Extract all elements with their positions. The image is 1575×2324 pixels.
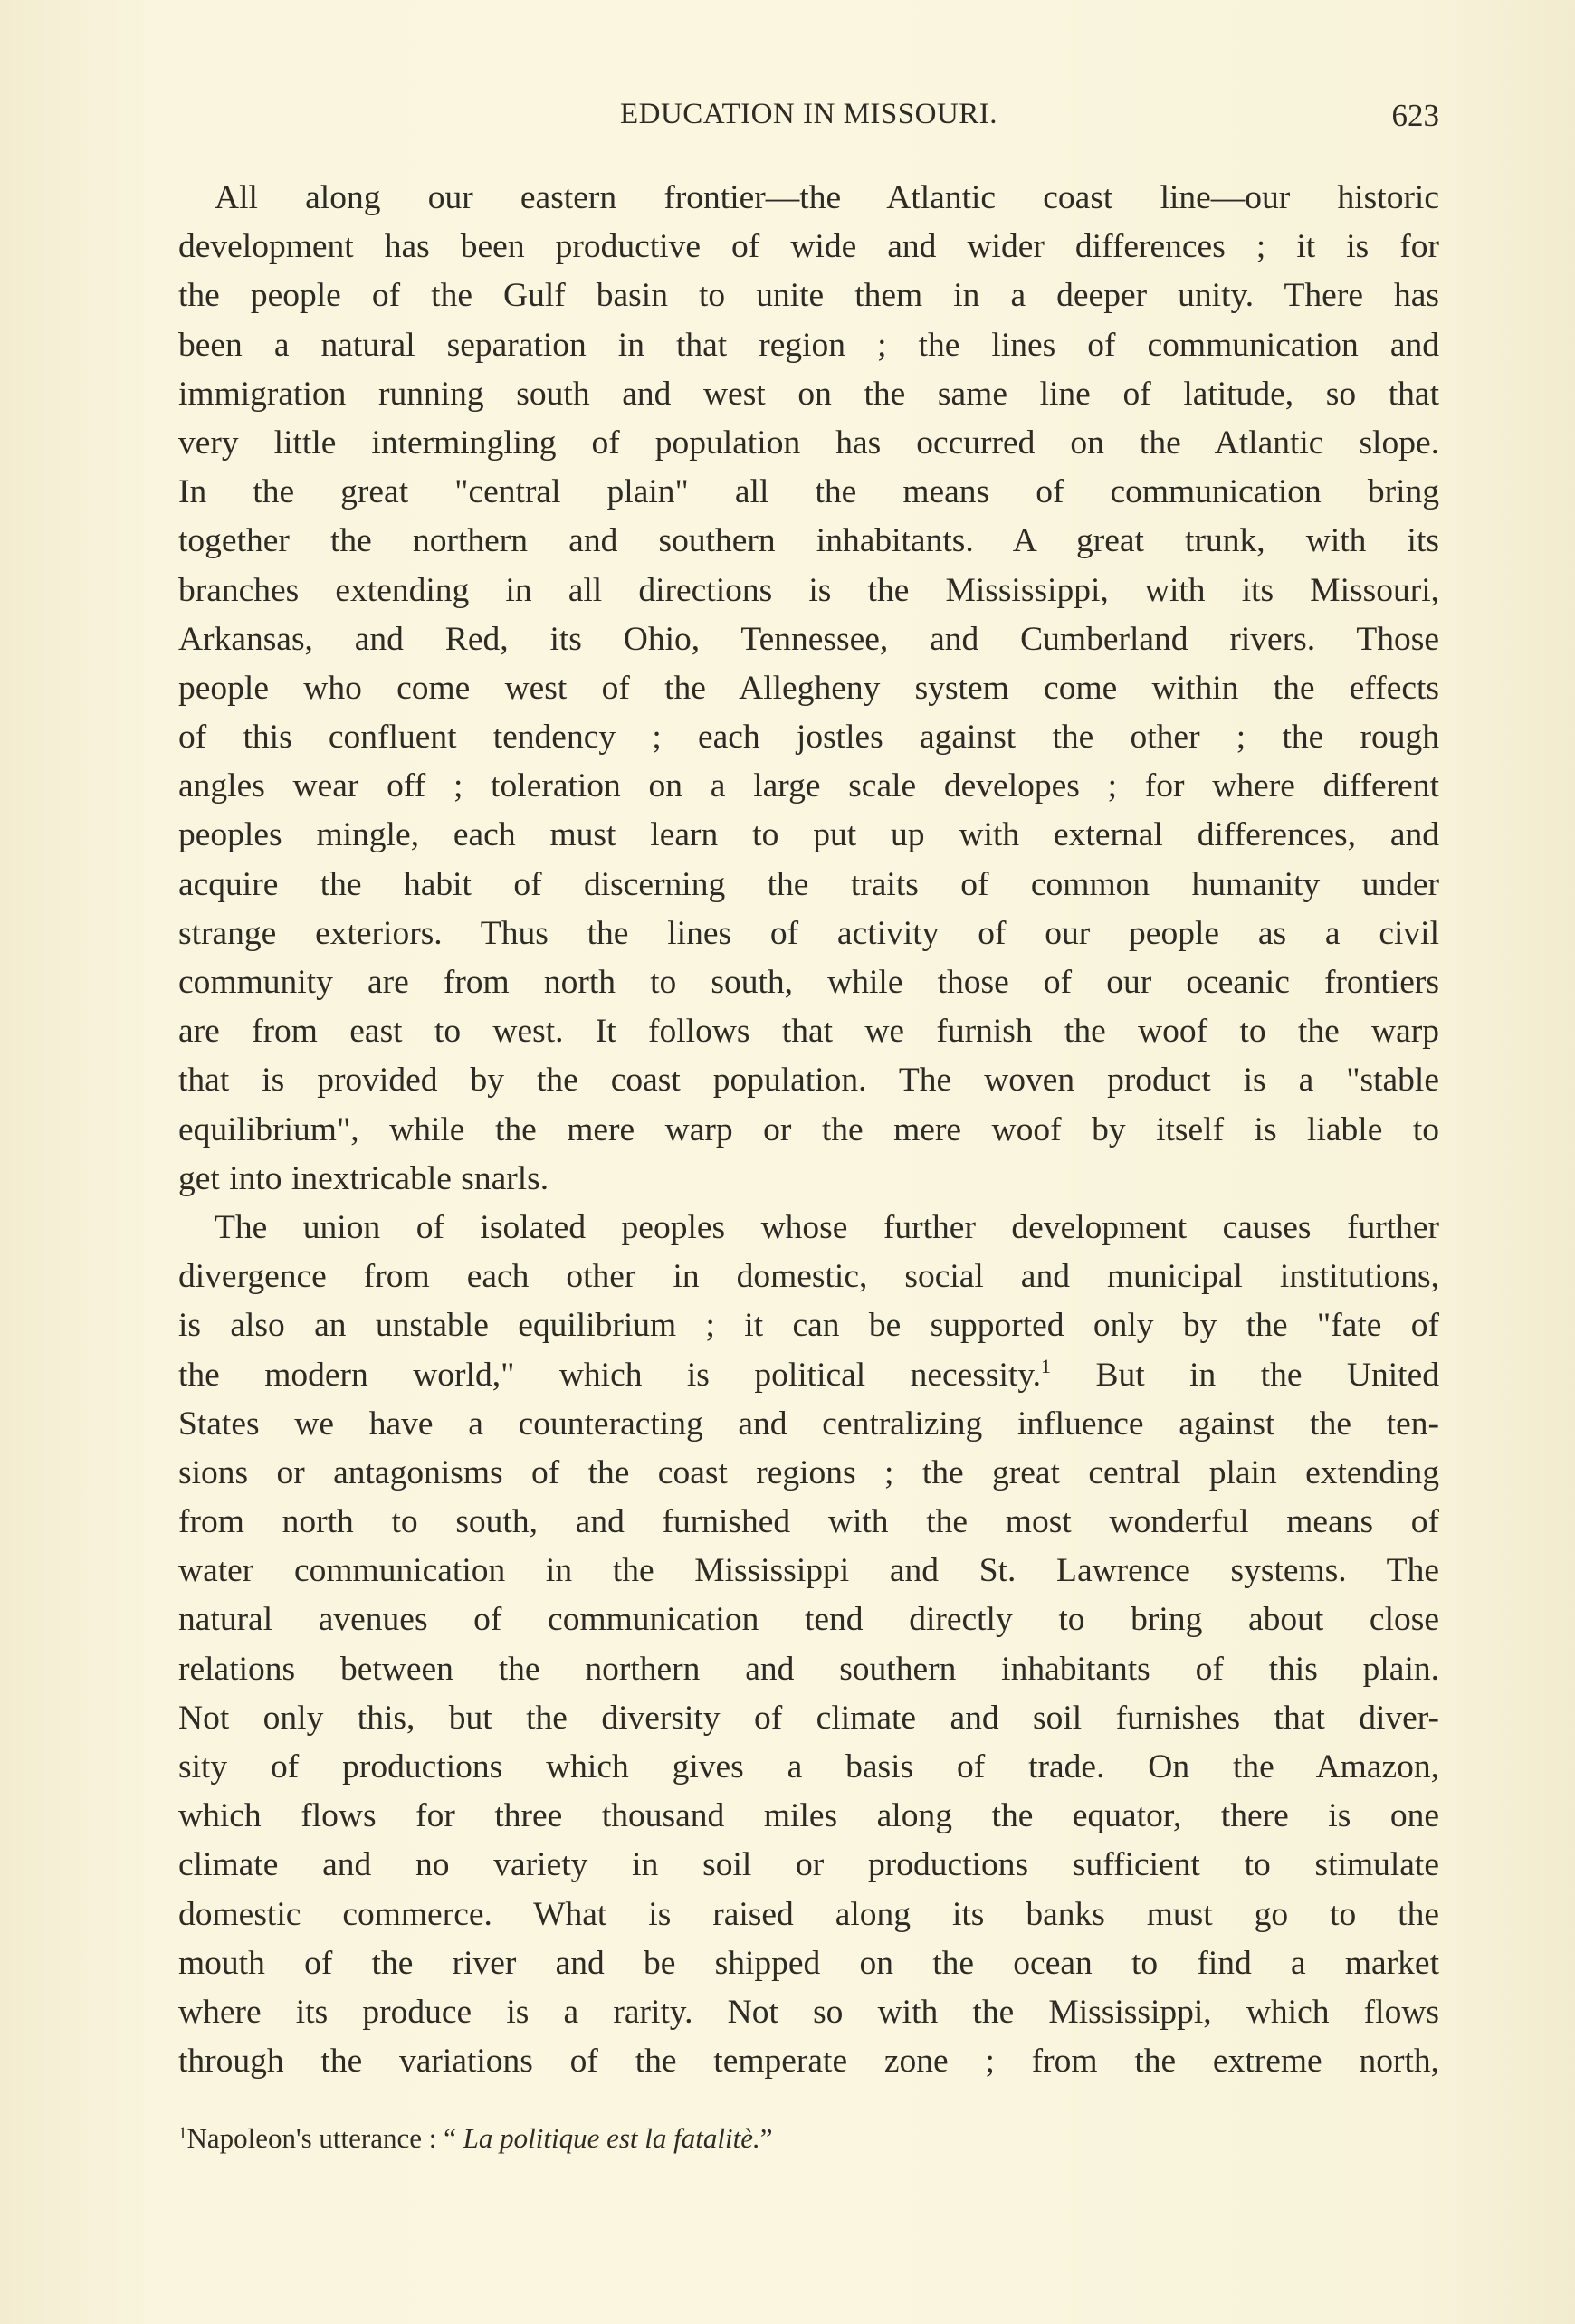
line-text: where its produce is a rarity. Not so with the Mississippi, which flows [178, 1993, 1439, 2031]
text-line [178, 1891, 1439, 1939]
text-line [178, 713, 1439, 762]
line-text: natural avenues of communication tend directly to bring about close [178, 1601, 1439, 1639]
line-text: water communication in the Mississippi and St. Lawrence systems. The [178, 1552, 1439, 1590]
text-line [178, 1449, 1439, 1498]
text-line [178, 958, 1439, 1007]
footnote-lead: Napoleon's utterance : [186, 2122, 444, 2154]
line-text: climate and no variety in soil or productions sufficient to stimulate [178, 1846, 1439, 1884]
footnote [178, 2122, 772, 2155]
text-line [178, 567, 1439, 615]
line-text: angles wear off ; toleration on a large scale developes ; for where different [178, 767, 1439, 805]
line-text: the people of the Gulf basin to unite them in a deeper unity. There has [178, 277, 1439, 315]
text-line [178, 1988, 1439, 2037]
line-text: In the great "central plain" all the means of communication bring [178, 473, 1439, 511]
footnote-close-quote: ” [759, 2122, 773, 2154]
line-text: the modern world," which is political necessity. [178, 1356, 1042, 1394]
line-text: community are from north to south, while those of our oceanic frontiers [178, 964, 1439, 1001]
line-text: Not only this, but the diversity of climate and soil furnishes that diver- [178, 1699, 1439, 1737]
text-line [178, 468, 1439, 517]
text-line [178, 1106, 1439, 1155]
text-line [178, 1301, 1439, 1350]
line-text: which flows for three thousand miles along the equator, there is one [178, 1797, 1439, 1835]
text-line [178, 1547, 1439, 1595]
line-text: very little intermingling of population has occurred on the Atlantic slope. [178, 424, 1439, 462]
line-text: get into inextricable snarls. [178, 1159, 549, 1197]
text-line [178, 615, 1439, 664]
text-line [178, 1595, 1439, 1644]
page-number: 623 [1391, 98, 1439, 133]
line-text: sions or antagonisms of the coast regions ; the great central plain extending [178, 1453, 1439, 1491]
text-line [178, 664, 1439, 713]
footnote-open-quote: “ [444, 2122, 463, 2154]
line-text: peoples mingle, each must learn to put up with external differences, and [178, 816, 1439, 854]
text-line [178, 1694, 1439, 1743]
text-line [178, 419, 1439, 468]
footnote-marker: 1 [178, 2124, 187, 2143]
line-text: through the variations of the temperate zone ; from the extreme north, [178, 2043, 1439, 2081]
line-text: sity of productions which gives a basis of trade. On the Amazon, [178, 1748, 1439, 1786]
line-text: is also an unstable equilibrium ; it can be supported only by the "fate of [178, 1307, 1439, 1345]
text-line [178, 861, 1439, 910]
footnote-reference: 1 [1041, 1354, 1052, 1377]
line-text: domestic commerce. What is raised along its banks must go to the [178, 1895, 1439, 1933]
text-line [178, 910, 1439, 958]
text-line [178, 1400, 1439, 1449]
line-text: from north to south, and furnished with the most wonderful means of [178, 1503, 1439, 1541]
line-text: branches extending in all directions is the Mississippi, with its Missouri, [178, 571, 1439, 609]
text-line [178, 811, 1439, 860]
text-line [178, 1645, 1439, 1694]
text-line [178, 370, 1439, 419]
text-line [178, 762, 1439, 811]
text-line [178, 271, 1439, 320]
text-line [178, 2037, 1439, 2086]
line-text: Arkansas, and Red, its Ohio, Tennessee, and Cumberland rivers. Those [178, 620, 1439, 658]
text-line [178, 1792, 1439, 1841]
text-line [178, 1155, 1439, 1204]
text-line [178, 1204, 1439, 1252]
line-text: equilibrium", while the mere warp or the mere woof by itself is liable to [178, 1110, 1439, 1148]
text-line [178, 174, 1439, 223]
line-text: people who come west of the Allegheny system come within the effects [178, 669, 1439, 707]
line-text: The union of isolated peoples whose further development causes further [215, 1208, 1439, 1246]
text-line [178, 1498, 1439, 1547]
line-text: immigration running south and west on the same line of latitude, so that [178, 375, 1439, 413]
line-text: strange exteriors. Thus the lines of activity of our people as a civil [178, 914, 1439, 952]
text-line [178, 1252, 1439, 1301]
text-line [178, 1841, 1439, 1890]
text-line [178, 223, 1439, 271]
line-text: that is provided by the coast population. The woven product is a "stable [178, 1062, 1439, 1100]
line-text: are from east to west. It follows that we furnish the woof to the warp [178, 1013, 1439, 1051]
text-line [178, 1007, 1439, 1056]
text-line [178, 1743, 1439, 1792]
text-line [178, 1939, 1439, 1988]
line-text: development has been productive of wide and wider differences ; it is for [178, 228, 1439, 266]
text-line [178, 1056, 1439, 1105]
text-line [178, 517, 1439, 566]
line-text: mouth of the river and be shipped on the ocean to find a market [178, 1944, 1439, 1982]
line-text: divergence from each other in domestic, social and municipal institutions, [178, 1258, 1439, 1296]
text-line [178, 1351, 1439, 1400]
line-text: relations between the northern and southern inhabitants of this plain. [178, 1650, 1439, 1688]
line-text: But in the United [1051, 1356, 1439, 1394]
line-text: been a natural separation in that region ; the lines of communication and [178, 326, 1439, 364]
footnote-quote: La politique est la fatalitè. [463, 2122, 760, 2154]
line-text: All along our eastern frontier—the Atlantic coast line—our historic [215, 179, 1439, 216]
line-text: acquire the habit of discerning the traits of common humanity under [178, 865, 1439, 903]
line-text: States we have a counteracting and centralizing influence against the ten- [178, 1405, 1439, 1443]
running-head [178, 98, 1439, 134]
line-text: together the northern and southern inhabitants. A great trunk, with its [178, 522, 1439, 560]
line-text: of this confluent tendency ; each jostles against the other ; the rough [178, 719, 1439, 757]
text-line [178, 321, 1439, 370]
body-text [178, 174, 1439, 2086]
running-title: EDUCATION IN MISSOURI. [619, 98, 998, 130]
